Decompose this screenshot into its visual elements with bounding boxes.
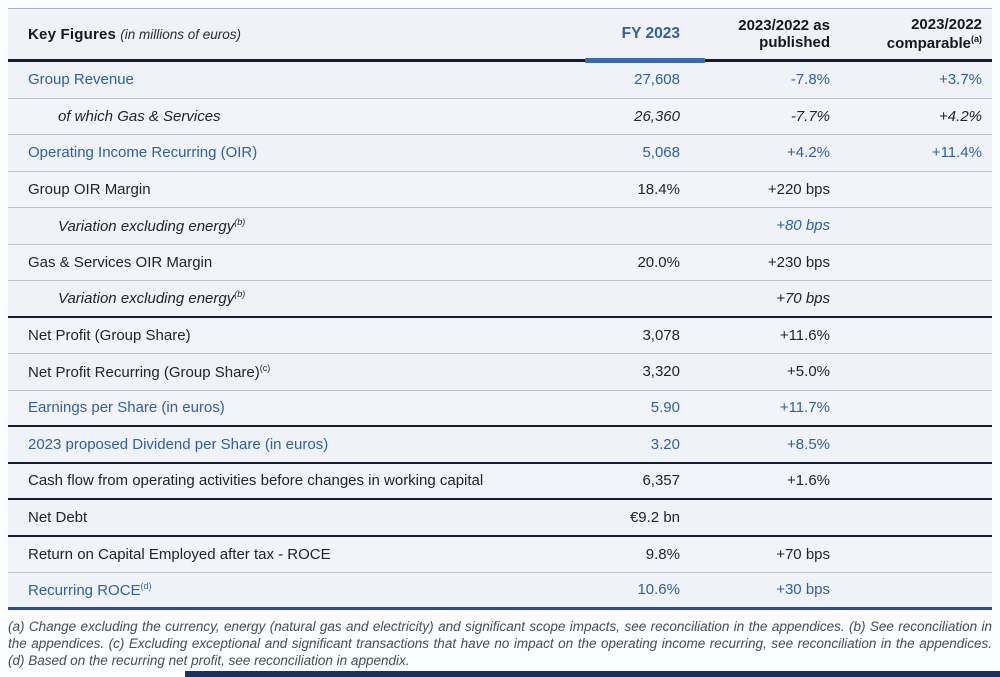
table-row: [8, 135, 992, 172]
footnote-ref: (c): [259, 362, 271, 373]
row-label: Variation excluding energy$^{(b)}$: [58, 289, 246, 308]
row-label: Earnings per Share (in euros): [28, 399, 225, 417]
fy2023-value: 3,078: [642, 326, 680, 344]
row-label: Cash flow from operating activities before changes in working capital: [28, 472, 484, 490]
key-figures-table: [8, 8, 992, 610]
fy2023-value: 10.6%: [637, 581, 680, 599]
published-value: +5.0%: [787, 363, 830, 381]
table-row: [8, 464, 992, 501]
fy2023-value: 6,357: [642, 472, 680, 490]
row-label: of which Gas & Services: [58, 107, 221, 125]
header-col-fy2023: FY 2023: [621, 25, 680, 43]
fy2023-value: 3.20: [650, 435, 680, 453]
fy2023-accent-underline: [585, 58, 705, 63]
published-value: +70 bps: [776, 289, 830, 307]
table-row: [8, 245, 992, 282]
row-label: Group Revenue: [28, 71, 134, 89]
row-label: Operating Income Recurring (OIR): [28, 144, 258, 162]
footnotes: (a) Change excluding the currency, energy (natural gas and electricity) and significant scope impacts, see reconciliation in the appendices. (b) See reconciliation in the appendices. (c) Excluding exceptional and significant transactions that have no impact on the operating income recurring, see reconciliation in the appendices. (d) Based on the recurring net profit, see reconciliation in appendix.: [8, 619, 992, 668]
published-value: +4.2%: [787, 144, 830, 162]
published-value: -7.8%: [790, 71, 830, 89]
table-row: [8, 573, 992, 610]
table-header: [8, 8, 992, 62]
published-value: +1.6%: [787, 472, 830, 490]
row-label: Net Debt: [28, 508, 88, 526]
fy2023-value: 5,068: [642, 144, 680, 162]
unit-note: (in millions of euros): [120, 26, 242, 42]
published-value: +8.5%: [787, 435, 830, 453]
row-label: Recurring ROCE$^{(d)}$: [28, 580, 152, 599]
table-row: [8, 537, 992, 574]
footnote-ref: (d): [140, 580, 152, 591]
table-row: [8, 354, 992, 391]
table-body: [8, 62, 992, 610]
table-row: [8, 391, 992, 428]
footnote-ref: (b): [234, 289, 246, 300]
table-row: [8, 208, 992, 245]
published-value: +220 bps: [767, 180, 830, 198]
fy2023-value: 20.0%: [637, 253, 680, 271]
published-value: +80 bps: [776, 217, 830, 235]
bottom-navy-bar: [185, 671, 1000, 677]
table-row: [8, 500, 992, 537]
published-value: +230 bps: [767, 253, 830, 271]
table-row: [8, 99, 992, 136]
table-row: [8, 62, 992, 99]
key-figures-title: Key Figures: [28, 25, 117, 43]
table-row: [8, 172, 992, 209]
comparable-footnote-ref: (a): [971, 33, 982, 44]
table-row: [8, 281, 992, 318]
row-label: Variation excluding energy$^{(b)}$: [58, 216, 246, 235]
published-value: -7.7%: [790, 107, 830, 125]
row-label: Net Profit (Group Share): [28, 326, 191, 344]
fy2023-value: 27,608: [634, 71, 680, 89]
header-col-published: 2023/2022 as published: [738, 16, 830, 51]
fy2023-value: 18.4%: [637, 180, 680, 198]
published-value: +11.7%: [779, 399, 830, 417]
table-row: [8, 427, 992, 464]
header-key-figures: [8, 26, 530, 43]
footnote-ref: (b): [234, 216, 246, 227]
row-label: Return on Capital Employed after tax - ROCE: [28, 545, 331, 563]
row-label: Group OIR Margin: [28, 180, 151, 198]
comparable-value: +4.2%: [939, 107, 982, 125]
row-label: Net Profit Recurring (Group Share)$^{(c)}$: [28, 362, 271, 381]
table-row: [8, 318, 992, 355]
published-value: +30 bps: [776, 581, 830, 599]
fy2023-value: 26,360: [634, 107, 680, 125]
published-value: +70 bps: [776, 545, 830, 563]
fy2023-value: 9.8%: [645, 545, 680, 563]
comparable-value: +3.7%: [939, 71, 982, 89]
fy2023-value: 3,320: [642, 363, 680, 381]
fy2023-value: €9.2 bn: [629, 508, 680, 526]
fy2023-value: 5.90: [650, 399, 680, 417]
header-col-comparable: 2023/2022 comparable$^{(a)}$: [886, 16, 982, 52]
comparable-value: +11.4%: [931, 144, 982, 162]
published-value: +11.6%: [779, 326, 830, 344]
row-label: Gas & Services OIR Margin: [28, 253, 213, 271]
row-label: 2023 proposed Dividend per Share (in euros): [28, 435, 329, 453]
